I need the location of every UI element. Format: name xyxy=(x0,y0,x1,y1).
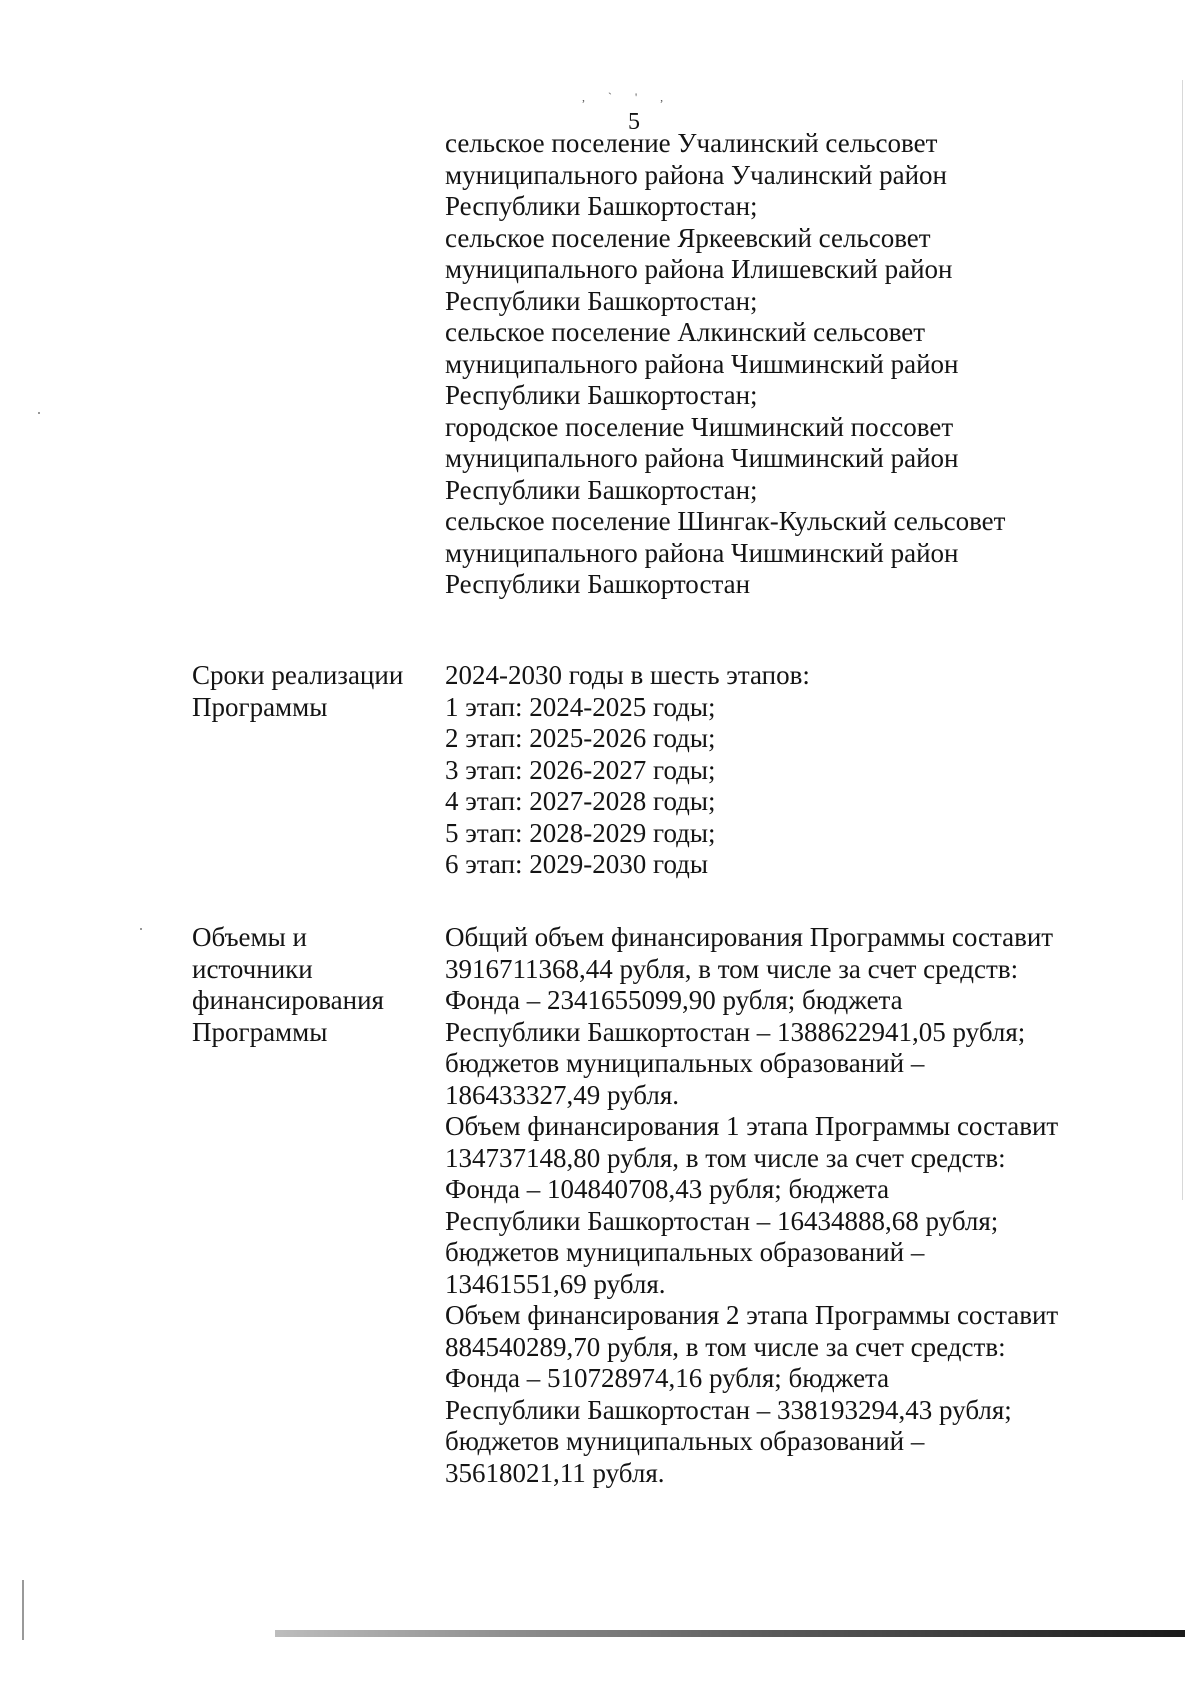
funding-line: 13461551,69 рубля. xyxy=(445,1268,666,1299)
terms-line: 3 этап: 2026-2027 годы; xyxy=(445,754,716,785)
funding-line: 186433327,49 рубля. xyxy=(445,1079,679,1110)
scan-artifact-marks: , ` ' , xyxy=(582,90,674,104)
funding-line: бюджетов муниципальных образований – xyxy=(445,1426,925,1456)
intro-line: муниципального района Учалинский район xyxy=(445,159,947,190)
intro-line: Республики Башкортостан xyxy=(445,569,751,599)
funding-label-line: финансирования xyxy=(192,985,384,1015)
terms-line: 1 этап: 2024-2025 годы; xyxy=(445,691,716,722)
scan-margin-mark xyxy=(22,1580,24,1640)
terms-label-line: Сроки реализации xyxy=(192,660,404,690)
funding-line: Общий объем финансирования Программы составит xyxy=(445,922,1054,952)
scan-speck xyxy=(140,928,142,930)
funding-line: Объем финансирования 2 этапа Программы составит xyxy=(445,1300,1059,1330)
terms-line: 4 этап: 2027-2028 годы; xyxy=(445,786,716,816)
funding-line: бюджетов муниципальных образований – xyxy=(445,1237,925,1267)
page-number: 5 xyxy=(628,109,640,135)
funding-line: Фонда – 104840708,43 рубля; бюджета xyxy=(445,1174,890,1204)
funding-line: Республики Башкортостан – 338193294,43 рубля; xyxy=(445,1394,1012,1425)
intro-line: Республики Башкортостан; xyxy=(445,191,758,221)
funding-line: Объем финансирования 1 этапа Программы составит xyxy=(445,1111,1059,1141)
funding-line: Республики Башкортостан – 16434888,68 рубля; xyxy=(445,1205,999,1236)
funding-line: Фонда – 2341655099,90 рубля; бюджета xyxy=(445,985,903,1015)
scan-edge-line xyxy=(1182,80,1183,1200)
funding-line: бюджетов муниципальных образований – xyxy=(445,1048,925,1078)
scan-speck xyxy=(38,412,40,414)
terms-line: 6 этап: 2029-2030 годы xyxy=(445,849,709,879)
terms-label xyxy=(192,660,432,723)
terms-line: 2 этап: 2025-2026 годы; xyxy=(445,723,716,753)
intro-line: сельское поселение Яркеевский сельсовет xyxy=(445,222,931,253)
intro-line: муниципального района Чишминский район xyxy=(445,537,959,568)
intro-line: сельское поселение Шингак-Кульский сельсовет xyxy=(445,506,1006,536)
funding-line: 884540289,70 рубля, в том числе за счет средств: xyxy=(445,1331,1006,1362)
funding-label-line: Программы xyxy=(192,1016,328,1047)
intro-line: Республики Башкортостан; xyxy=(445,474,758,505)
terms-line: 5 этап: 2028-2029 годы; xyxy=(445,817,716,848)
funding-label xyxy=(192,922,432,1048)
intro-line: Республики Башкортостан; xyxy=(445,380,758,410)
funding-line: Республики Башкортостан – 1388622941,05 рубля; xyxy=(445,1016,1026,1047)
funding-content xyxy=(445,922,1145,1489)
funding-line: 35618021,11 рубля. xyxy=(445,1457,665,1488)
intro-line: Республики Башкортостан; xyxy=(445,285,758,316)
intro-line: муниципального района Илишевский район xyxy=(445,254,953,284)
funding-line: 134737148,80 рубля, в том числе за счет средств: xyxy=(445,1142,1006,1173)
terms-label-line: Программы xyxy=(192,691,328,722)
intro-block xyxy=(445,128,1145,601)
scan-bottom-rule xyxy=(275,1630,1185,1637)
intro-line: сельское поселение Алкинский сельсовет xyxy=(445,317,926,347)
funding-label-line: Объемы и xyxy=(192,922,307,952)
intro-line: городское поселение Чишминский поссовет xyxy=(445,411,954,442)
funding-line: Фонда – 510728974,16 рубля; бюджета xyxy=(445,1363,890,1393)
intro-line: сельское поселение Учалинский сельсовет xyxy=(445,128,938,158)
intro-line: муниципального района Чишминский район xyxy=(445,348,959,379)
terms-content xyxy=(445,660,1145,881)
terms-line: 2024-2030 годы в шесть этапов: xyxy=(445,660,810,690)
intro-line: муниципального района Чишминский район xyxy=(445,443,959,473)
funding-label-line: источники xyxy=(192,953,313,984)
funding-line: 3916711368,44 рубля, в том числе за счет средств: xyxy=(445,953,1019,984)
